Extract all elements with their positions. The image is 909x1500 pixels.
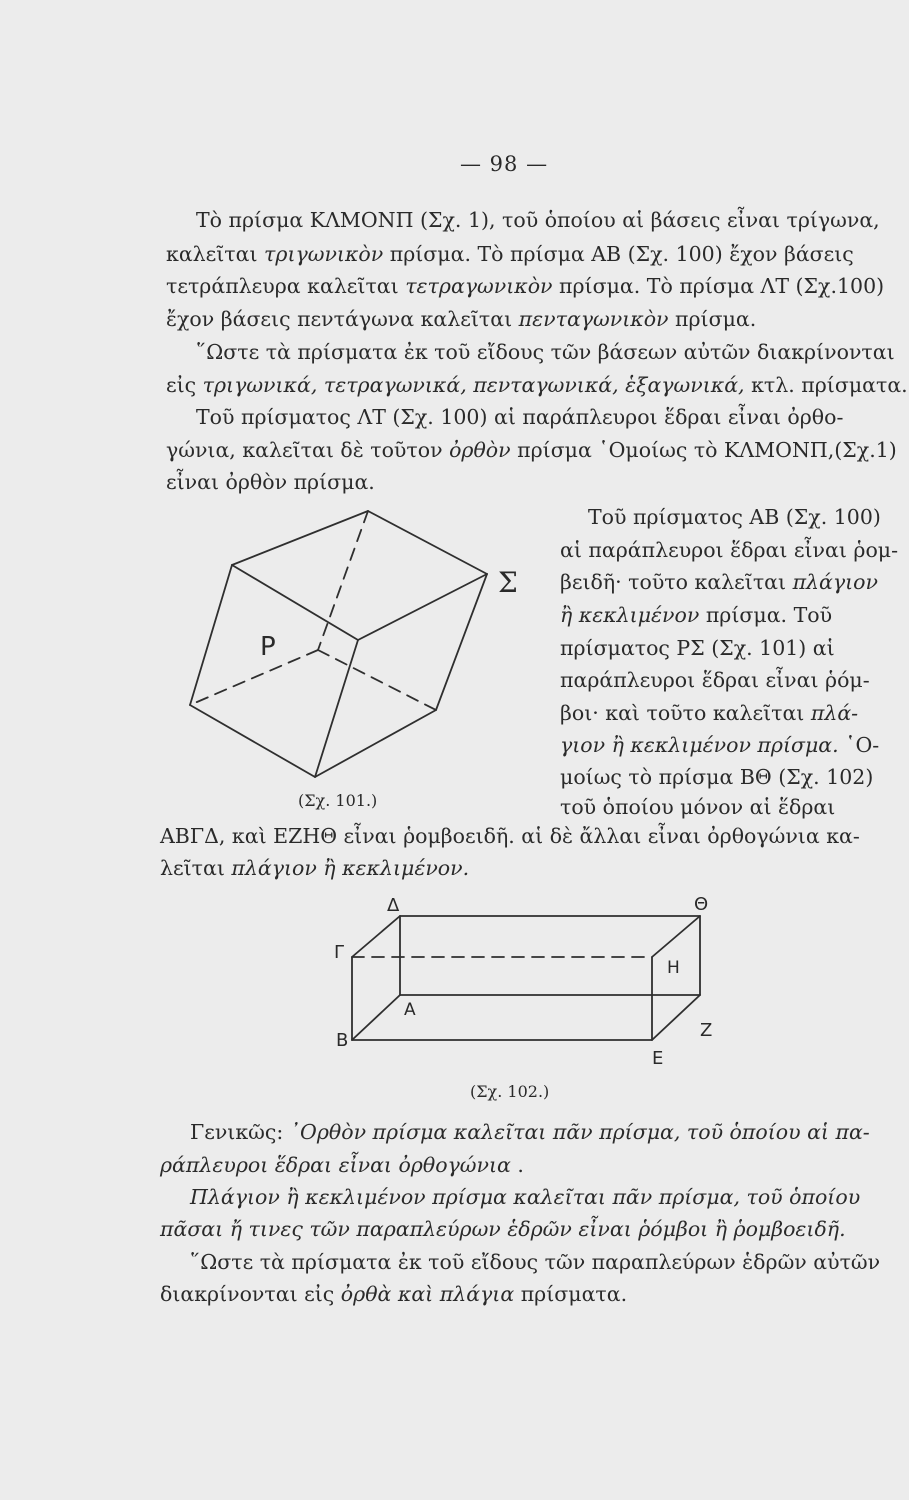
figure-102-label-delta: Δ (387, 895, 400, 916)
text-line: ράπλευροι ἕδραι εἶναι ὀρθογώνια . (160, 1153, 524, 1177)
text-line: Τοῦ πρίσματος ΛΤ (Σχ. 100) αἱ παράπλευροι ἕδραι εἶναι ὀρθο- (196, 405, 844, 429)
text-line: αἱ παράπλευροι ἕδραι εἶναι ῥομ- (560, 538, 899, 562)
figure-102-label-epsilon: Ε (652, 1048, 664, 1069)
figure-102-label-beta: Β (336, 1030, 349, 1051)
figure-101-prism (190, 511, 487, 777)
figure-102-label-theta: Θ (694, 894, 709, 915)
text-line: Τὸ πρίσμα ΚΛΜΟΝΠ (Σχ. 1), τοῦ ὁποίου αἱ βάσεις εἶναι τρίγωνα, (196, 208, 880, 232)
text-line: εἰς τριγωνικά, τετραγωνικά, πενταγωνικά, ἑξαγωνικά, κτλ. πρίσματα. (166, 373, 908, 397)
text-line: τοῦ ὁποίου μόνον αἱ ἕδραι (560, 795, 836, 819)
text-line: βειδῆ· τοῦτο καλεῖται πλάγιον (560, 570, 878, 594)
figure-102-label-gamma: Γ (334, 942, 345, 963)
figure-101-label-sigma: Σ (498, 566, 518, 599)
text-line: εἶναι ὀρθὸν πρίσμα. (166, 470, 375, 494)
figure-102-caption: (Σχ. 102.) (470, 1082, 550, 1101)
text-line: ΑΒΓΔ, καὶ ΕΖΗΘ εἶναι ῥομβοειδῆ. αἱ δὲ ἄλλαι εἶναι ὀρθογώνια κα- (160, 824, 860, 848)
text-line: ῞Ωστε τὰ πρίσματα ἐκ τοῦ εἴδους τῶν παραπλεύρων ἑδρῶν αὐτῶν (190, 1250, 881, 1274)
text-line: παράπλευροι ἕδραι εἶναι ῥόμ- (560, 668, 870, 692)
text-line: Τοῦ πρίσματος ΑΒ (Σχ. 100) (588, 505, 881, 529)
text-line: μοίως τὸ πρίσμα ΒΘ (Σχ. 102) (560, 765, 874, 789)
text-line: καλεῖται τριγωνικὸν πρίσμα. Τὸ πρίσμα ΑΒ (Σχ. 100) ἔχον βάσεις (166, 242, 854, 266)
figure-102-label-zeta: Ζ (700, 1020, 713, 1041)
figure-102-prism (352, 916, 700, 1040)
text-line: ῞Ωστε τὰ πρίσματα ἐκ τοῦ εἴδους τῶν βάσεων αὐτῶν διακρίνονται (196, 340, 895, 364)
text-line: διακρίνονται εἰς ὀρθὰ καὶ πλάγια πρίσματα. (160, 1282, 628, 1306)
text-line: ἢ κεκλιμένον πρίσμα. Τοῦ (560, 603, 833, 627)
text-line: πρίσματος ΡΣ (Σχ. 101) αἱ (560, 636, 835, 660)
page-number: — 98 — (460, 152, 549, 176)
figure-101-label-p: P (260, 632, 276, 662)
text-line: γιον ἢ κεκλιμένον πρίσμα. ῾Ο- (560, 733, 880, 757)
text-line: βοι· καὶ τοῦτο καλεῖται πλά- (560, 701, 859, 725)
text-line: λεῖται πλάγιον ἢ κεκλιμένον. (160, 856, 470, 880)
figure-102-label-eta: Η (667, 958, 680, 978)
figure-102-label-alpha: Α (404, 1000, 416, 1020)
text-line: Γενικῶς: ᾿Ορθὸν πρίσμα καλεῖται πᾶν πρίσμα, τοῦ ὁποίου αἱ πα- (190, 1120, 870, 1144)
text-line: πᾶσαι ἤ τινες τῶν παραπλεύρων ἑδρῶν εἶναι ῥόμβοι ἢ ῥομβοειδῆ. (160, 1217, 846, 1241)
text-line: τετράπλευρα καλεῖται τετραγωνικὸν πρίσμα. Τὸ πρίσμα ΛΤ (Σχ.100) (166, 274, 885, 298)
text-line: ἔχον βάσεις πεντάγωνα καλεῖται πενταγωνικὸν πρίσμα. (166, 307, 757, 331)
text-line: Πλάγιον ἢ κεκλιμένον πρίσμα καλεῖται πᾶν πρίσμα, τοῦ ὁποίου (190, 1185, 861, 1209)
figure-101-caption: (Σχ. 101.) (298, 791, 378, 810)
text-line: γώνια, καλεῖται δὲ τοῦτον ὀρθὸν πρίσμα ῾Ομοίως τὸ ΚΛΜΟΝΠ,(Σχ.1) (166, 438, 897, 462)
